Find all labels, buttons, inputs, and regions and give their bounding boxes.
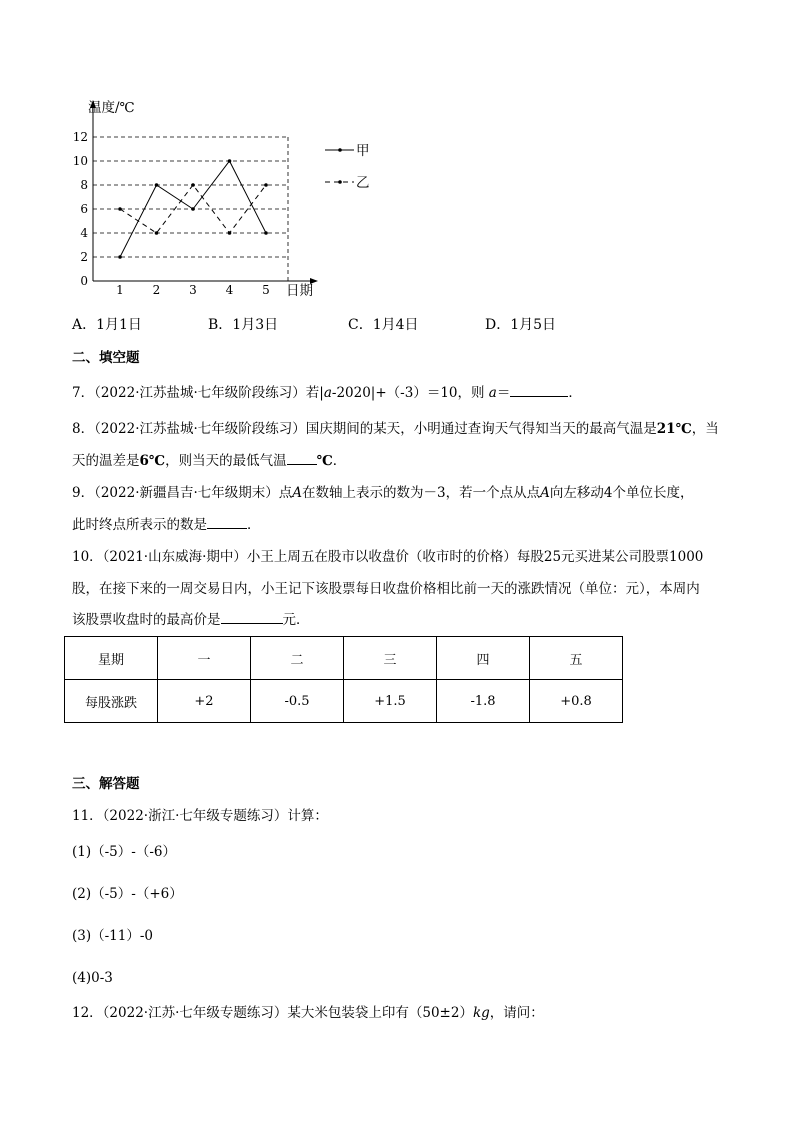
chart-grid <box>93 137 288 281</box>
table-cell: +0.8 <box>530 680 623 723</box>
table-cell: +2 <box>158 680 251 723</box>
y-tick-label: 2 <box>80 250 88 264</box>
chart-series <box>118 159 268 259</box>
q8-temp: 21℃ <box>656 421 692 437</box>
option-b: B．1月3日 <box>208 317 279 333</box>
y-tick-label: 12 <box>72 130 88 144</box>
data-point <box>191 183 195 187</box>
q10-line3-end: 元． <box>282 612 310 628</box>
x-tick-label: 3 <box>189 283 197 297</box>
question-8 <box>72 419 719 439</box>
data-point <box>155 183 159 187</box>
q8-unit: ℃ <box>316 453 333 469</box>
table-cell: 五 <box>530 637 623 680</box>
q8-diff: 6℃ <box>139 453 166 469</box>
question-12 <box>72 1003 544 1023</box>
q10-line2: 股，在接下来的一周交易日内，小王记下该股票每日收盘价格相比前一天的涨跌情况（单位：元），本周内 <box>72 581 700 597</box>
q9-answer-blank[interactable] <box>207 515 247 529</box>
table-cell: 三 <box>344 637 437 680</box>
question-11 <box>72 806 328 826</box>
data-point <box>191 207 195 211</box>
q9-line2: 此时终点所表示的数是 <box>72 517 207 533</box>
data-point <box>228 159 232 163</box>
q7-mid: -2020|+（-3）＝10，则 <box>331 385 485 401</box>
stock-change-table <box>64 636 623 723</box>
q9-point-a2: A <box>540 485 550 501</box>
q12-unit: kg <box>472 1005 490 1021</box>
y-tick-label: 10 <box>72 154 88 168</box>
data-point <box>118 255 122 259</box>
y-tick-label: 8 <box>80 178 88 192</box>
table-row <box>65 680 623 723</box>
q10-line3: 该股票收盘时的最高价是 <box>72 612 221 628</box>
q7-eq: ＝ <box>496 385 511 401</box>
x-tick-label: 2 <box>152 283 161 297</box>
y-tick-label: 4 <box>80 226 88 240</box>
question-9 <box>72 483 693 503</box>
q7-prefix: 7．（2022·江苏盐城·七年级阶段练习）若| <box>72 385 324 401</box>
q11-item-2: (2)（-5）-（+6） <box>72 886 183 902</box>
y-axis-label: 温度/℃ <box>88 100 135 116</box>
table-cell: 星期 <box>65 637 158 680</box>
q9-end: ． <box>247 517 261 533</box>
table-cell: 一 <box>158 637 251 680</box>
table-cell: -1.8 <box>437 680 530 723</box>
x-tick-label: 1 <box>116 283 124 297</box>
q7-end: ． <box>568 385 582 401</box>
table-cell: +1.5 <box>344 680 437 723</box>
x-tick-label: 4 <box>225 283 234 297</box>
q8-line2-a: 天的温差是 <box>72 453 140 469</box>
table-cell: 二 <box>251 637 344 680</box>
q11-item-1: (1)（-5）-（-6） <box>72 844 176 860</box>
option-c: C．1月4日 <box>348 317 419 333</box>
q9-point-a: A <box>292 485 303 501</box>
q8-line2-b: ，则当天的最低气温 <box>165 453 287 469</box>
table-cell: -0.5 <box>251 680 344 723</box>
q8-end: ． <box>332 453 347 469</box>
x-axis-label: 日期 <box>286 283 313 299</box>
q11-title: 11．（2022·浙江·七年级专题练习）计算： <box>72 808 328 824</box>
y-tick-label: 6 <box>80 202 88 216</box>
legend-label: 甲 <box>356 143 370 159</box>
q10-answer-blank[interactable] <box>221 610 283 624</box>
chart-legend <box>325 143 370 191</box>
x-tick-label: 5 <box>262 283 270 297</box>
q9-line1: 9．（2022·新疆昌吉·七年级期末）点 <box>72 485 293 501</box>
option-a: A．1月1日 <box>72 317 142 333</box>
question-7 <box>72 383 582 403</box>
q8-line1-end: ，当 <box>691 421 719 437</box>
data-point <box>155 231 159 235</box>
q12-end: ，请问： <box>489 1005 544 1021</box>
q12-text: 12．（2022·江苏·七年级专题练习）某大米包装袋上印有（50±2） <box>72 1005 473 1021</box>
data-point <box>264 231 268 235</box>
option-d: D．1月5日 <box>485 317 557 333</box>
question-10-line3 <box>72 610 310 630</box>
section-answer-title: 三、解答题 <box>72 776 140 792</box>
table-cell: 每股涨跌 <box>65 680 158 723</box>
temperature-line-chart <box>60 92 380 304</box>
q9-line1-c: 向左移动4个单位长度， <box>549 485 694 501</box>
table-header-row <box>65 637 623 680</box>
data-point <box>118 207 122 211</box>
q7-var-a2: a <box>488 385 497 401</box>
y-tick-label: 0 <box>80 274 88 288</box>
q7-answer-blank[interactable] <box>510 383 568 397</box>
legend-marker <box>338 180 342 184</box>
q11-item-3: (3)（-11）-0 <box>72 928 154 944</box>
q11-item-4: (4)0-3 <box>72 970 113 986</box>
legend-marker <box>338 148 342 152</box>
question-9-line2 <box>72 515 261 535</box>
q9-line1-b: 在数轴上表示的数为－3，若一个点从点 <box>302 485 541 501</box>
table-cell: 四 <box>437 637 530 680</box>
question-10-line2 <box>72 579 700 599</box>
question-10 <box>72 547 703 567</box>
data-point <box>264 183 268 187</box>
data-point <box>228 231 232 235</box>
question-8-line2 <box>72 451 346 471</box>
legend-label: 乙 <box>356 175 370 191</box>
q8-line1: 8．（2022·江苏盐城·七年级阶段练习）国庆期间的某天，小明通过查询天气得知当天的最高气温是 <box>72 421 657 437</box>
q7-var-a: a <box>323 385 332 401</box>
q10-line1: 10．（2021·山东威海·期中）小王上周五在股市以收盘价（收市时的价格）每股25元买进某公司股票1000 <box>72 549 704 565</box>
q8-answer-blank[interactable] <box>287 451 317 465</box>
chart-axes <box>73 99 318 299</box>
section-fill-in-title: 二、填空题 <box>72 350 140 366</box>
